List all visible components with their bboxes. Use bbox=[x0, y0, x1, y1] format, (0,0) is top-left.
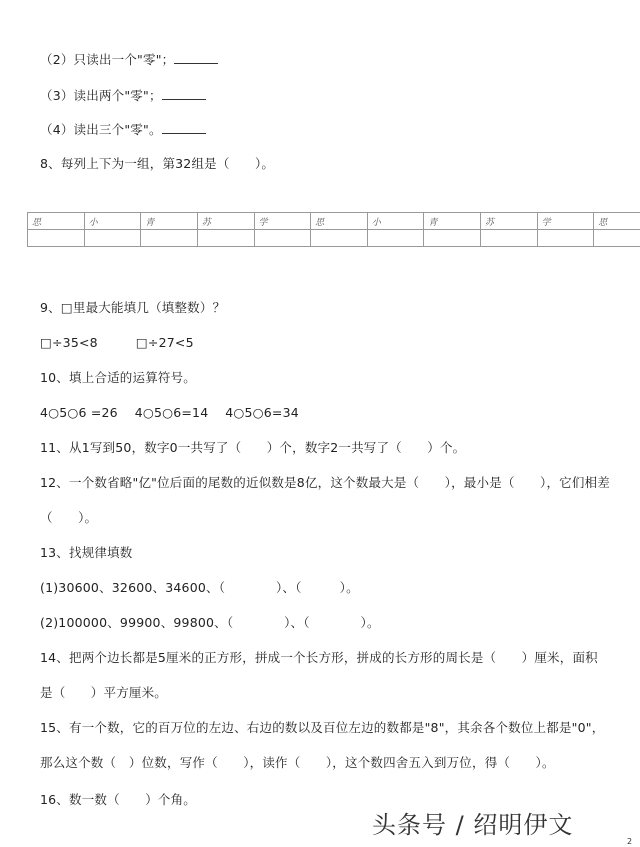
q13-text: 13、找规律填数 bbox=[40, 545, 133, 560]
table-cell: 思 bbox=[28, 213, 85, 230]
table-row-top bbox=[28, 213, 640, 230]
q9-text: 9、□里最大能填几（填整数）？ bbox=[40, 300, 226, 315]
q12-line-2: （ ）。 bbox=[40, 510, 98, 525]
q11-text: 11、从1写到50，数字0一共写了（ ）个，数字2一共写了（ ）个。 bbox=[40, 440, 466, 455]
table-row-bottom bbox=[28, 230, 640, 247]
q10-text: 10、填上合适的运算符号。 bbox=[40, 370, 197, 385]
q7-2-text: （2）只读出一个"零"； bbox=[40, 52, 175, 67]
table-cell: 青 bbox=[424, 213, 481, 230]
table-cell: 苏 bbox=[481, 213, 538, 230]
watermark: 头条号 / 绍明伊文 bbox=[372, 811, 574, 839]
table-cell bbox=[28, 230, 85, 247]
q7-4-text: （4）读出三个"零"。 bbox=[40, 122, 162, 137]
q13-1-text: (1)30600、32600、34600、（ ）、（ ）。 bbox=[40, 580, 359, 595]
character-grid bbox=[27, 212, 640, 247]
q7-3-text: （3）读出两个"零"； bbox=[40, 88, 162, 103]
q13-2-text: (2)100000、99900、99800、（ ）、（ ）。 bbox=[40, 615, 380, 630]
page-number: 2 bbox=[627, 837, 633, 846]
table-cell: 学 bbox=[254, 213, 311, 230]
q8-text: 8、每列上下为一组，第32组是（ ）。 bbox=[40, 156, 275, 171]
table-cell: 青 bbox=[141, 213, 198, 230]
table-cell bbox=[141, 230, 198, 247]
q15-line-1: 15、有一个数，它的百万位的左边、右边的数以及百位左边的数都是"8"，其余各个数位上都是"0"， bbox=[40, 720, 605, 735]
table-cell: 小 bbox=[367, 213, 424, 230]
table-cell bbox=[424, 230, 481, 247]
table-cell bbox=[84, 230, 141, 247]
q7-2-line bbox=[40, 50, 218, 68]
answer-blank bbox=[162, 87, 206, 100]
table-cell bbox=[537, 230, 594, 247]
q9-expressions: □÷35<8 □÷27<5 bbox=[40, 335, 194, 350]
q12-line-1: 12、一个数省略"亿"位后面的尾数的近似数是8亿，这个数最大是（ ），最小是（ ），它们相差 bbox=[40, 475, 610, 490]
table-cell: 学 bbox=[537, 213, 594, 230]
table-cell: 小 bbox=[84, 213, 141, 230]
q14-line-1: 14、把两个边长都是5厘米的正方形，拼成一个长方形，拼成的长方形的周长是（ ）厘米，面积 bbox=[40, 650, 598, 665]
q7-4-line bbox=[40, 120, 206, 138]
table-cell bbox=[481, 230, 538, 247]
table-cell: 思 bbox=[594, 213, 640, 230]
table-cell bbox=[197, 230, 254, 247]
answer-blank bbox=[174, 51, 218, 64]
table-cell bbox=[594, 230, 640, 247]
character-table bbox=[27, 212, 640, 250]
table-cell bbox=[311, 230, 368, 247]
table-cell bbox=[367, 230, 424, 247]
q14-line-2: 是（ ）平方厘米。 bbox=[40, 685, 168, 700]
q15-line-2: 那么这个数（ ）位数，写作（ ），读作（ ），这个数四舍五入到万位，得（ ）。 bbox=[40, 755, 555, 770]
q7-3-line bbox=[40, 86, 206, 104]
table-cell: 苏 bbox=[197, 213, 254, 230]
table-cell bbox=[254, 230, 311, 247]
answer-blank bbox=[162, 121, 206, 134]
q16-text: 16、数一数（ ）个角。 bbox=[40, 792, 197, 807]
q10-expressions: 4○5○6 =26 4○5○6=14 4○5○6=34 bbox=[40, 405, 299, 420]
table-cell: 思 bbox=[311, 213, 368, 230]
